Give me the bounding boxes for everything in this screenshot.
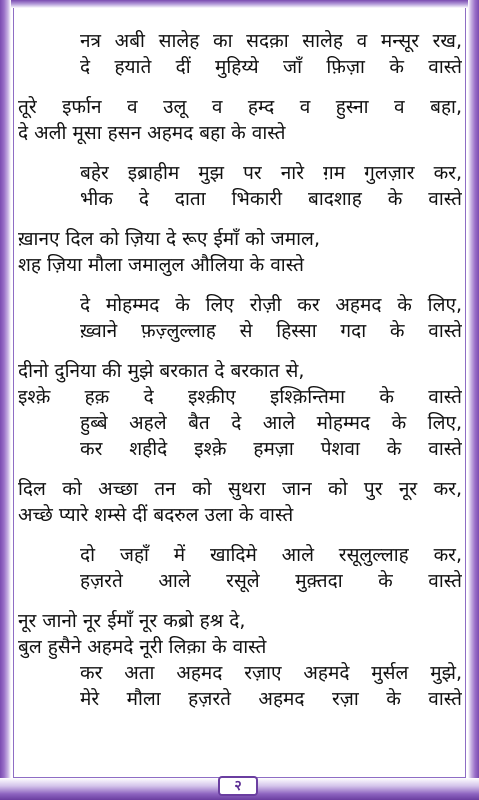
border-top — [0, 0, 479, 8]
verse-line: मेरे मौला हज़रते अहमद रज़ा के वास्ते — [80, 688, 462, 710]
verse-line: बहेर इब्राहीम मुझ पर नारे ग़म गुलज़ार कर, — [80, 162, 462, 184]
border-left — [0, 0, 11, 800]
poem-body — [18, 28, 462, 712]
verse-line: शह ज़िया मौला जमालुल औलिया के वास्ते — [18, 254, 304, 276]
verse-line: दिल को अच्छा तन को सुथरा जान को पुर नूर कर, — [18, 478, 462, 500]
page-number-badge: २ — [218, 776, 258, 796]
verse-line: दे हयाते दीं मुहिय्ये जाँ फ़िज़ा के वास्ते — [80, 56, 462, 78]
inner-rule-right — [465, 8, 466, 778]
verse-line: इश्क़े हक़ दे इश्क़ीए इश्क़िन्तिमा के वास्ते — [18, 386, 462, 408]
inner-rule-left — [13, 8, 14, 778]
verse-line: ख़्वाने फ़ज़्लुल्लाह से हिस्सा गदा के वास्ते — [80, 320, 462, 342]
verse-line: दो जहाँ में खादिमे आले रसूलुल्लाह कर, — [80, 544, 462, 566]
verse-line: दे मोहम्मद के लिए रोज़ी कर अहमद के लिए, — [80, 294, 462, 316]
verse-line: हुब्बे अहले बैत दे आले मोहम्मद के लिए, — [80, 412, 462, 434]
verse-line: ख़ानए दिल को ज़िया दे रूए ईमाँ को जमाल, — [18, 228, 320, 250]
verse-line: दे अली मूसा हसन अहमद बहा के वास्ते — [18, 122, 286, 144]
verse-line: हज़रते आले रसूले मुक़्तदा के वास्ते — [80, 570, 462, 592]
verse-line: दीनो दुनिया की मुझे बरकात दे बरकात से, — [18, 360, 305, 382]
verse-line: बुल हुसैने अहमदे नूरी लिक़ा के वास्ते — [18, 636, 267, 658]
verse-line: अच्छे प्यारे शम्से दीं बदरुल उला के वास्ते — [18, 504, 294, 526]
border-right — [468, 0, 479, 800]
verse-line: कर अता अहमद रज़ाए अहमदे मुर्सल मुझे, — [80, 662, 462, 684]
verse-line: भीक दे दाता भिकारी बादशाह के वास्ते — [80, 188, 462, 210]
verse-line: नूर जानो नूर ईमाँ नूर कब्रो हश्र दे, — [18, 610, 246, 632]
verse-line: तूरे इर्फान व उलू व हम्द व हुस्ना व बहा, — [18, 96, 462, 118]
verse-line: कर शहीदे इश्क़े हमज़ा पेशवा के वास्ते — [80, 438, 462, 460]
verse-line: नत्र अबी सालेह का सदक़ा सालेह व मन्सूर रख, — [80, 30, 462, 52]
